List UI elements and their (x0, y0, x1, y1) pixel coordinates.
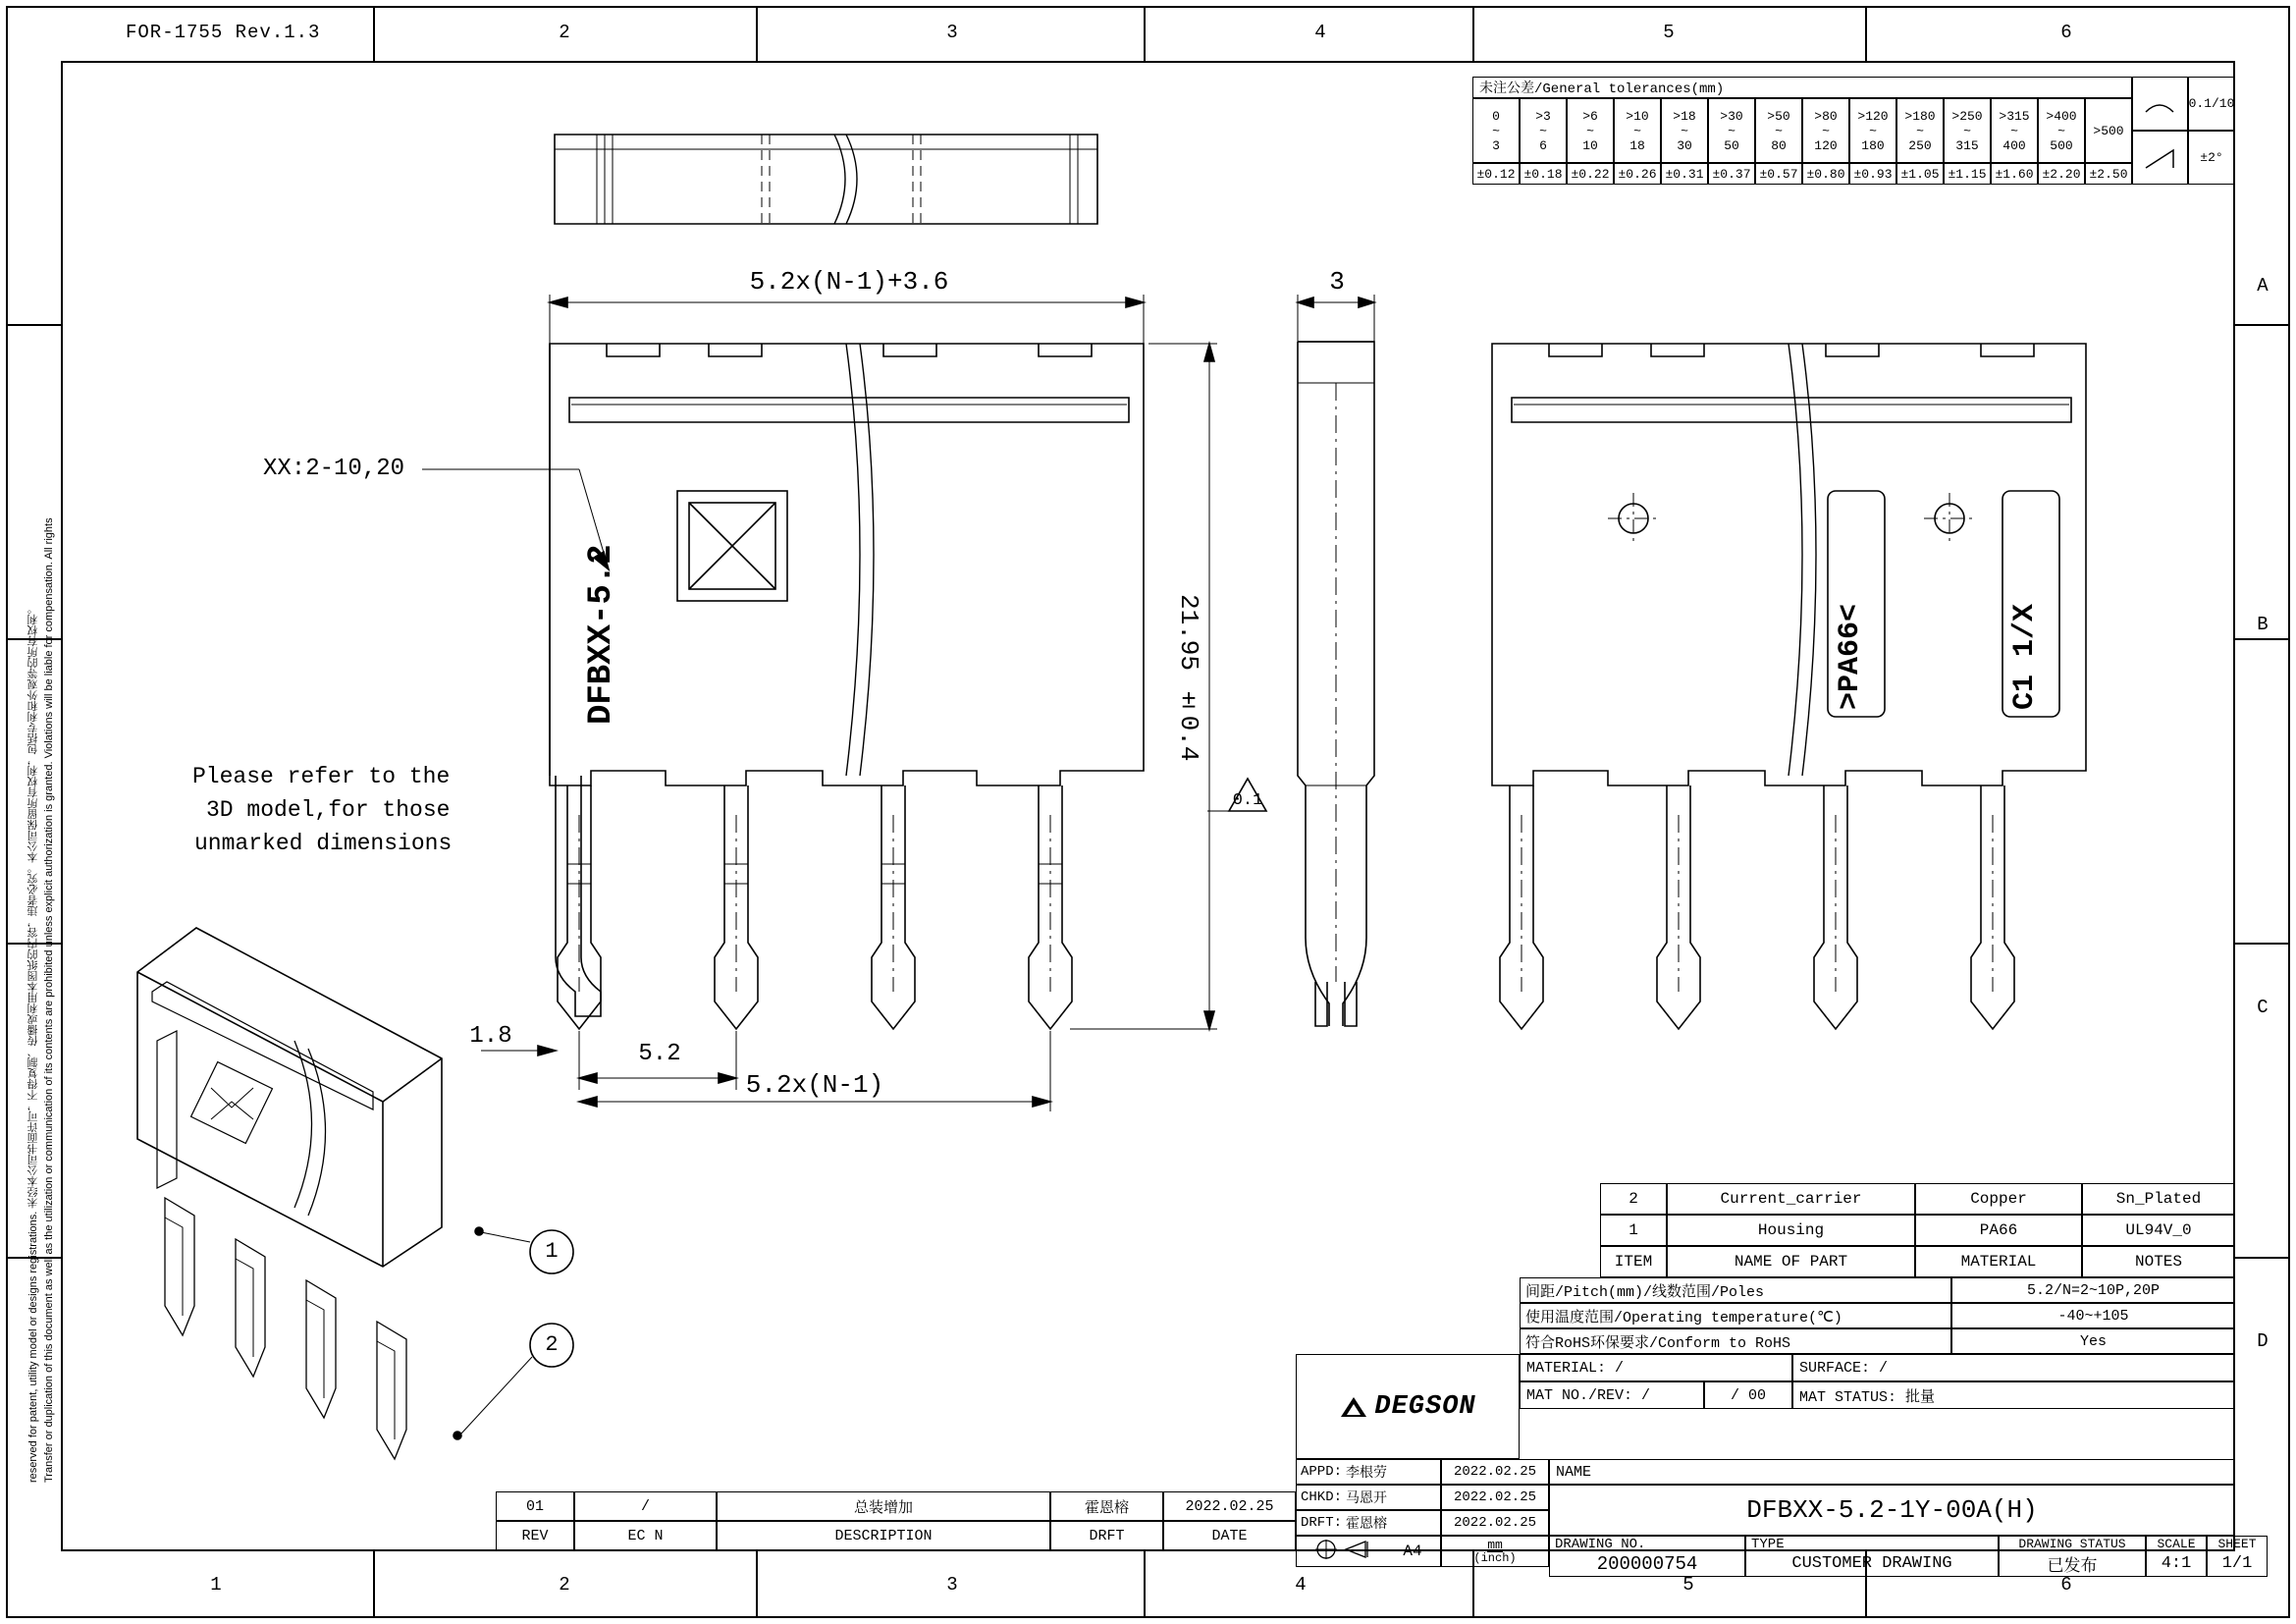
dim-side-thickness: 3 (1329, 267, 1345, 297)
col-label-top-3: 3 (946, 22, 958, 43)
tolerance-value: ±0.37 (1708, 163, 1755, 185)
chkd-date: 2022.02.25 (1441, 1485, 1549, 1510)
first-angle-projection-icon (1314, 1539, 1399, 1565)
range-to: 250 (1908, 137, 1932, 153)
material-label: MATERIAL: / (1520, 1354, 1792, 1381)
range-to: 18 (1629, 137, 1645, 153)
range-tilde: ~ (2057, 123, 2065, 138)
rev-desc: 总装增加 (717, 1491, 1050, 1521)
range-from: >500 (2093, 123, 2124, 138)
drft-value: 霍恩榕 (1346, 1517, 1388, 1533)
note-line-3: unmarked dimensions (194, 831, 453, 856)
row-label-B: B (2257, 614, 2269, 635)
spec-value: 5.2/N=2~10P,20P (1951, 1277, 2235, 1303)
dim-pitch: 5.2 (638, 1041, 681, 1067)
label-xx-range: XX:2-10,20 (263, 456, 405, 482)
drawing-no-label: DRAWING NO. (1549, 1536, 1745, 1551)
type-label: TYPE (1745, 1536, 1999, 1551)
bom-header-name: NAME OF PART (1667, 1246, 1915, 1277)
range-to: 30 (1677, 137, 1692, 153)
appd-row (1296, 1459, 1441, 1485)
projection-symbol-cell (1296, 1536, 1441, 1567)
rev-header-ecn: EC N (574, 1521, 717, 1551)
tolerance-value: ±1.15 (1944, 163, 1991, 185)
tolerance-value: ±1.05 (1896, 163, 1944, 185)
appd-date: 2022.02.25 (1441, 1459, 1549, 1485)
dim-top-width: 5.2x(N-1)+3.6 (749, 267, 949, 297)
cert-mark-label: C1 1/X (2008, 603, 2042, 710)
range-from: >3 (1535, 108, 1551, 124)
range-from: 0 (1492, 108, 1500, 124)
range-to: 500 (2050, 137, 2073, 153)
spec-table (1520, 1277, 2235, 1354)
tolerance-flatness-value: 0.1/10 (2188, 77, 2235, 131)
row-label-C: C (2257, 997, 2269, 1018)
bom-name: Current_carrier (1667, 1183, 1915, 1215)
rev-ecn: / (574, 1491, 717, 1521)
range-from: >120 (1857, 108, 1889, 124)
appd-label: APPD: (1301, 1464, 1343, 1480)
bom-notes: UL94V_0 (2082, 1215, 2235, 1246)
mat-no-rev-label: MAT NO./REV: / (1520, 1381, 1704, 1409)
bom-header-item: ITEM (1600, 1246, 1667, 1277)
bom-table (1600, 1183, 2235, 1277)
bom-material: Copper (1915, 1183, 2082, 1215)
range-to: 315 (1955, 137, 1979, 153)
spec-label: 间距/Pitch(mm)/线数范围/Poles (1520, 1277, 1951, 1303)
range-to: 400 (2002, 137, 2026, 153)
note-line-2: 3D model,for those (206, 797, 451, 823)
tolerance-value: ±0.18 (1520, 163, 1567, 185)
spec-label: 使用温度范围/Operating temperature(℃) (1520, 1303, 1951, 1328)
spec-value: Yes (1951, 1328, 2235, 1354)
drawing-no-value: 200000754 (1549, 1551, 1745, 1577)
range-tilde: ~ (1586, 123, 1594, 138)
chkd-row (1296, 1485, 1441, 1510)
col-label-top-4: 4 (1314, 22, 1326, 43)
appd-value: 李根劳 (1346, 1466, 1388, 1482)
range-tilde: ~ (1633, 123, 1641, 138)
col-label-bottom-3: 3 (946, 1574, 958, 1596)
tolerance-value: ±0.22 (1567, 163, 1614, 185)
balloon-1-label: 1 (545, 1239, 559, 1264)
scale-value: 4:1 (2146, 1551, 2207, 1577)
range-to: 120 (1814, 137, 1838, 153)
body-part-label: DFBXX-5.2 (583, 544, 620, 725)
col-label-top-5: 5 (1663, 22, 1675, 43)
bom-name: Housing (1667, 1215, 1915, 1246)
form-code: FOR-1755 Rev.1.3 (126, 22, 321, 43)
chkd-label: CHKD: (1301, 1489, 1343, 1505)
range-from: >180 (1904, 108, 1936, 124)
sheet-size-value: A4 (1403, 1543, 1422, 1560)
col-label-bottom-1: 1 (210, 1574, 222, 1596)
rev-header-rev: REV (496, 1521, 574, 1551)
surface-label: SURFACE: / (1792, 1354, 2235, 1381)
tolerance-angle-value: ±2° (2188, 131, 2235, 185)
mat-no-rev-value: / 00 (1704, 1381, 1792, 1409)
row-label-A: A (2257, 275, 2269, 297)
range-from: >10 (1626, 108, 1649, 124)
note-line-1: Please refer to the (192, 764, 451, 789)
tolerance-title: 未注公差/General tolerances(mm) (1472, 77, 2132, 98)
scale-label: SCALE (2146, 1536, 2207, 1551)
tolerance-value: ±2.50 (2085, 163, 2132, 185)
tolerance-value: ±0.12 (1472, 163, 1520, 185)
col-label-bottom-5: 5 (1682, 1574, 1694, 1596)
balloon-2-label: 2 (545, 1332, 559, 1357)
bom-notes: Sn_Plated (2082, 1183, 2235, 1215)
rev-date: 2022.02.25 (1163, 1491, 1296, 1521)
range-from: >30 (1720, 108, 1743, 124)
range-tilde: ~ (1492, 123, 1500, 138)
col-label-bottom-6: 6 (2060, 1574, 2072, 1596)
company-name: DEGSON (1374, 1391, 1476, 1422)
title-block (1296, 1354, 2257, 1577)
range-tilde: ~ (1916, 123, 1924, 138)
tolerance-value: ±0.31 (1661, 163, 1708, 185)
bom-header-notes: NOTES (2082, 1246, 2235, 1277)
range-tilde: ~ (1869, 123, 1877, 138)
chkd-value: 马恩开 (1346, 1491, 1388, 1507)
row-label-D: D (2257, 1330, 2269, 1352)
dim-pin-offset: 1.8 (469, 1023, 512, 1050)
sheet-value: 1/1 (2207, 1551, 2268, 1577)
mat-status-label: MAT STATUS: 批量 (1792, 1381, 2235, 1409)
legal-note-cn: reserved for patent, utility model or designs registrations. 未经本公司书面许可，不得复制、传播或利用本图纸的内容，违者必究。本公司保留所有权利，包括专利和外观等的所有权利。 (27, 603, 39, 1483)
sheet-label: SHEET (2207, 1536, 2268, 1551)
tolerance-value: ±0.80 (1802, 163, 1849, 185)
range-tilde: ~ (1681, 123, 1688, 138)
legal-note-en: Transfer or duplication of this document as well as the utilization or communication of its contents are prohibited unless explicit authorization is granted. Violations will be liable for compensation. All rights (43, 517, 55, 1483)
range-to: 80 (1771, 137, 1787, 153)
unit-cell (1441, 1536, 1549, 1567)
range-from: >18 (1673, 108, 1696, 124)
name-value: DFBXX-5.2-1Y-00A(H) (1549, 1485, 2235, 1536)
range-from: >250 (1951, 108, 1983, 124)
col-label-top-2: 2 (559, 22, 570, 43)
range-tilde: ~ (1728, 123, 1735, 138)
col-label-bottom-2: 2 (559, 1574, 570, 1596)
drft-label: DRFT: (1301, 1515, 1343, 1531)
rev-drft: 霍恩榕 (1050, 1491, 1163, 1521)
status-label: DRAWING STATUS (1999, 1536, 2146, 1551)
tolerance-value: ±1.60 (1991, 163, 2038, 185)
range-from: >315 (1999, 108, 2030, 124)
degson-logo-icon (1339, 1395, 1368, 1419)
range-to: 6 (1539, 137, 1547, 153)
range-tilde: ~ (2010, 123, 2018, 138)
bom-item: 2 (1600, 1183, 1667, 1215)
tolerance-value: ±2.20 (2038, 163, 2085, 185)
drft-row (1296, 1510, 1441, 1536)
range-to: 10 (1582, 137, 1598, 153)
range-tilde: ~ (1775, 123, 1783, 138)
range-from: >400 (2046, 108, 2077, 124)
unit-sub: (inch) (1473, 1551, 1517, 1565)
rev-header-date: DATE (1163, 1521, 1296, 1551)
range-to: 50 (1724, 137, 1739, 153)
range-from: >50 (1767, 108, 1790, 124)
range-from: >6 (1582, 108, 1598, 124)
type-value: CUSTOMER DRAWING (1745, 1551, 1999, 1577)
drft-date: 2022.02.25 (1441, 1510, 1549, 1536)
bom-header-material: MATERIAL (1915, 1246, 2082, 1277)
tolerance-value: ±0.93 (1849, 163, 1896, 185)
dim-height: 21.95 ±0.4 (1174, 593, 1203, 762)
material-mark-label: >PA66< (1834, 603, 1867, 710)
range-tilde: ~ (1539, 123, 1547, 138)
range-to: 180 (1861, 137, 1885, 153)
col-label-bottom-4: 4 (1295, 1574, 1307, 1596)
name-label: NAME (1549, 1459, 2235, 1485)
tolerance-value: ±0.26 (1614, 163, 1661, 185)
range-tilde: ~ (1963, 123, 1971, 138)
status-value: 已发布 (1999, 1551, 2146, 1577)
tolerance-value: ±0.57 (1755, 163, 1802, 185)
company-logo-cell (1296, 1354, 1520, 1459)
rev-header-drft: DRFT (1050, 1521, 1163, 1551)
flag-note-value: 0.1 (1232, 791, 1263, 810)
dim-bottom-width: 5.2x(N-1) (745, 1070, 884, 1100)
rev-header-desc: DESCRIPTION (717, 1521, 1050, 1551)
bom-item: 1 (1600, 1215, 1667, 1246)
bom-material: PA66 (1915, 1215, 2082, 1246)
col-label-top-6: 6 (2060, 22, 2072, 43)
range-from: >80 (1814, 108, 1838, 124)
revision-table (496, 1491, 1296, 1551)
spec-label: 符合RoHS环保要求/Conform to RoHS (1520, 1328, 1951, 1354)
range-to: 3 (1492, 137, 1500, 153)
spec-value: -40~+105 (1951, 1303, 2235, 1328)
rev-value: 01 (496, 1491, 574, 1521)
range-tilde: ~ (1822, 123, 1830, 138)
unit-value: mm (1487, 1538, 1503, 1552)
